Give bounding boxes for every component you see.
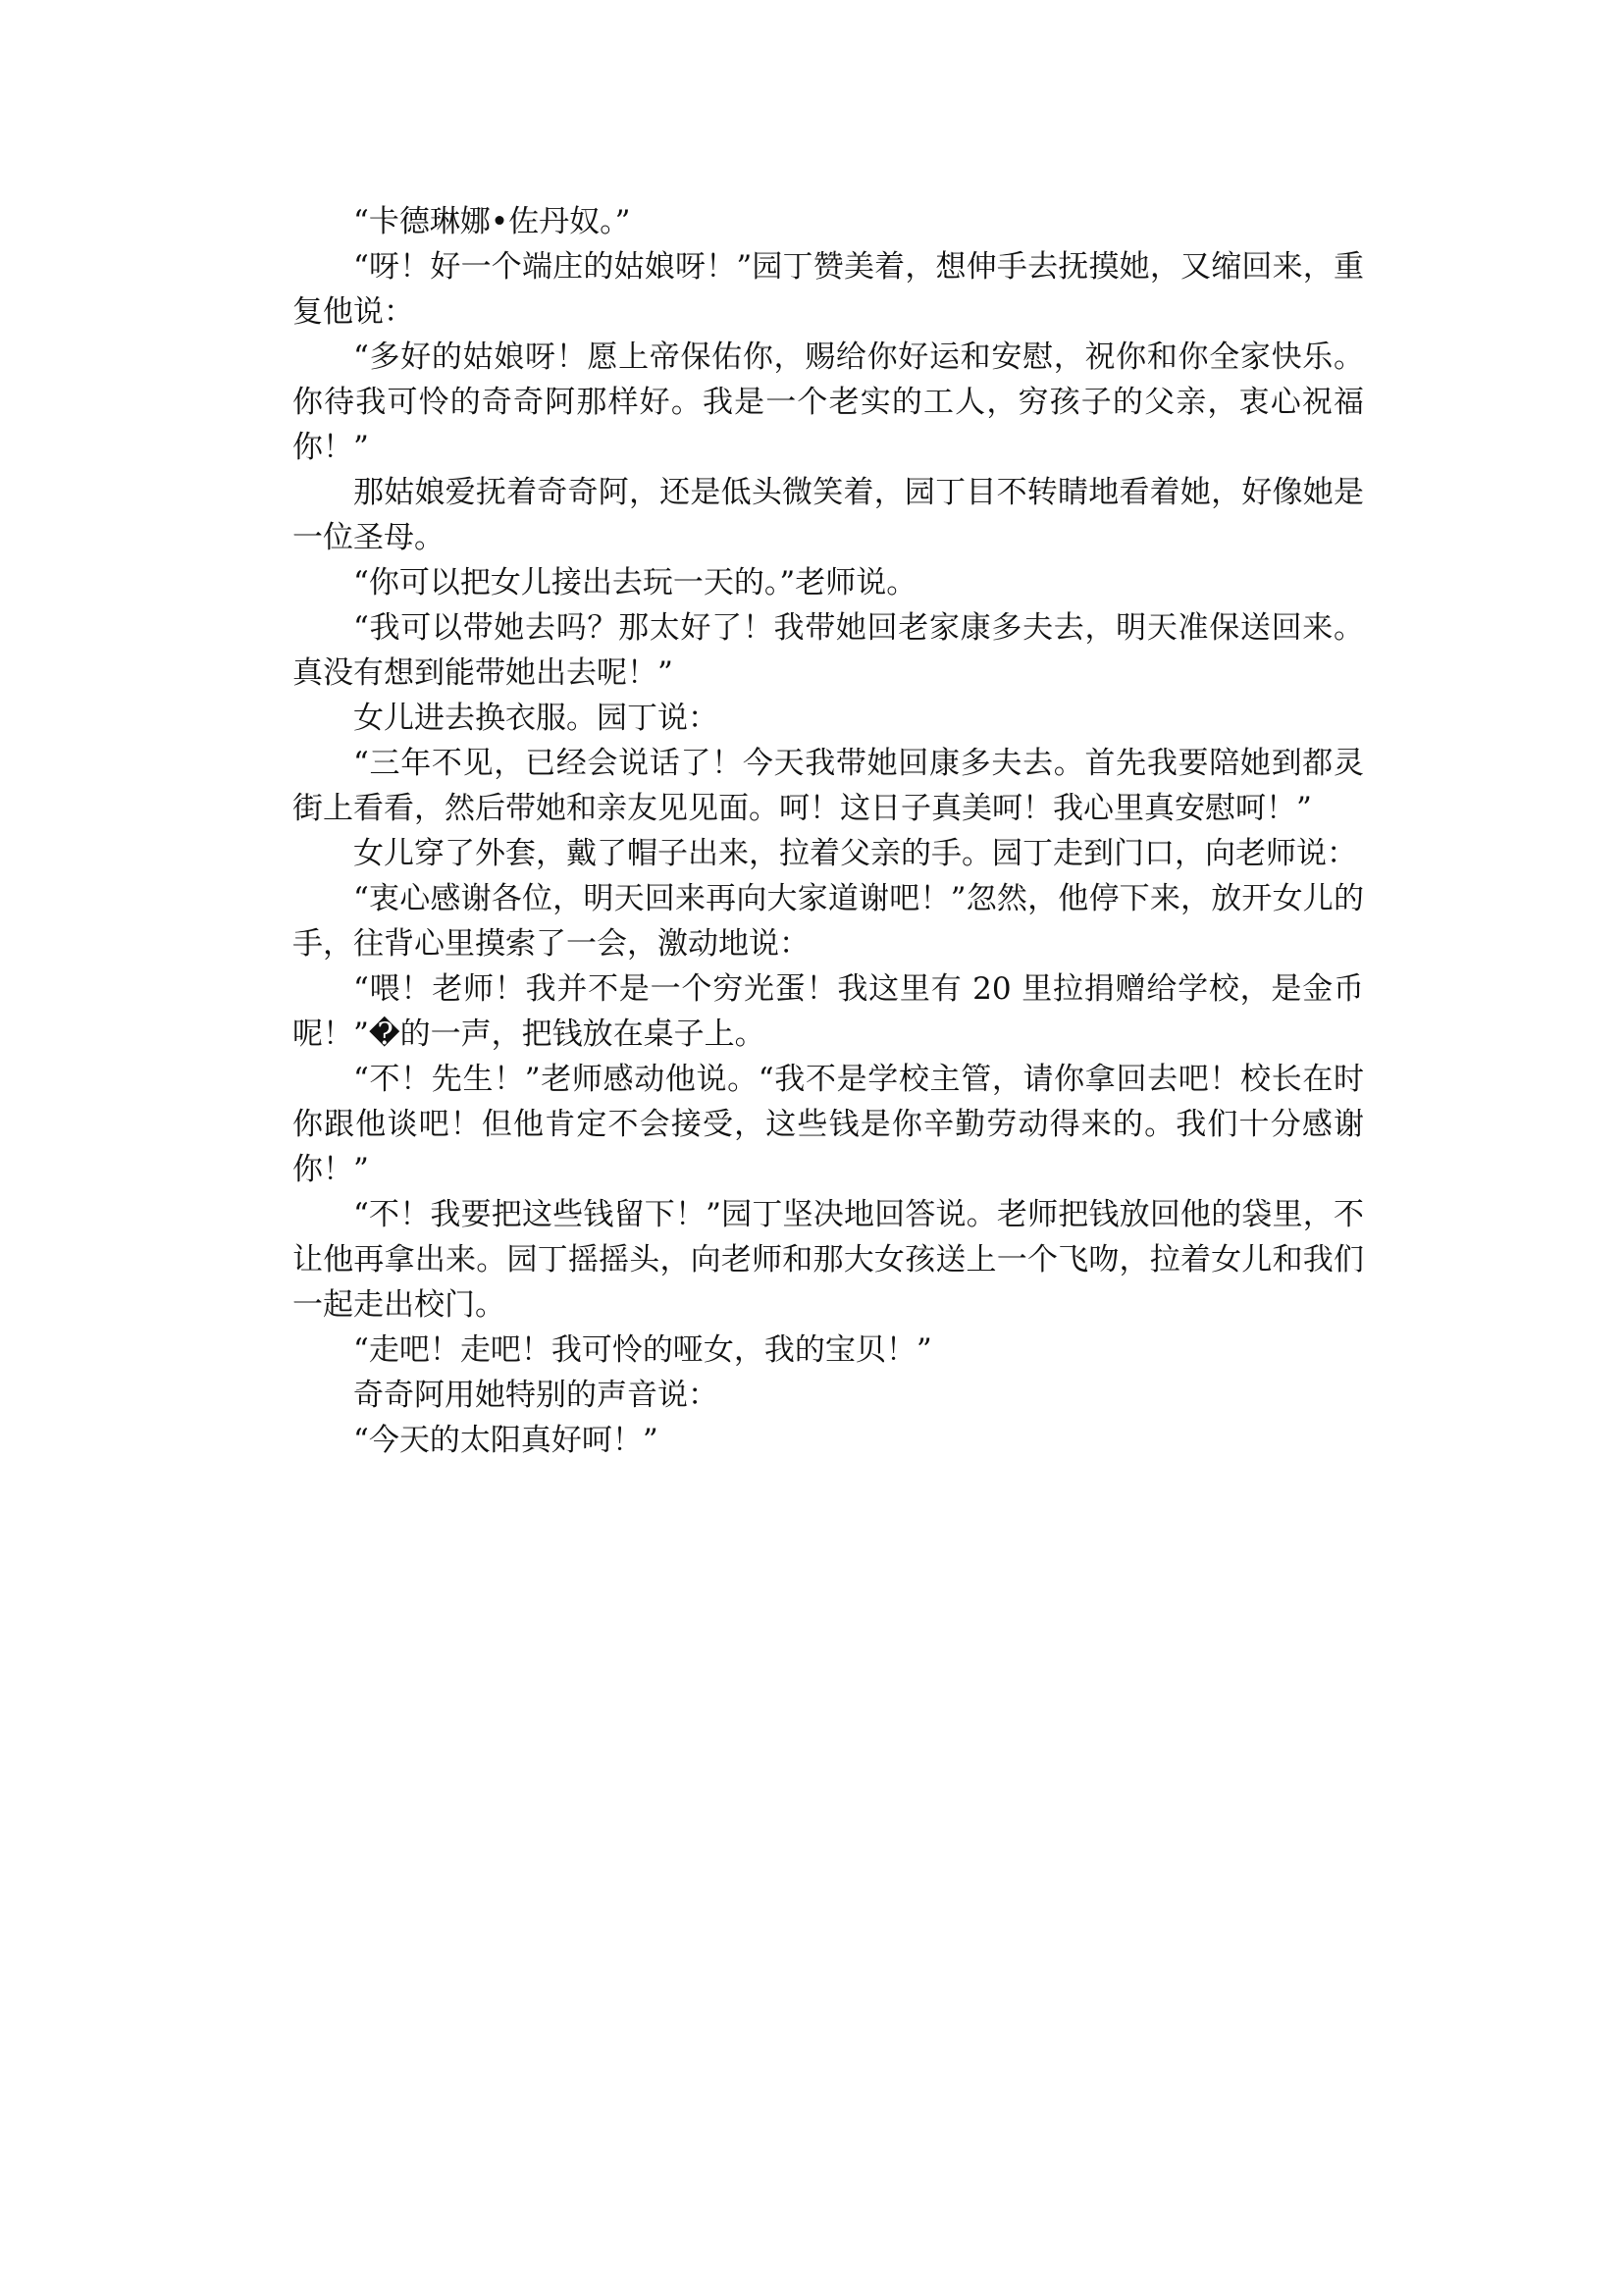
- paragraph: “喂！老师！我并不是一个穷光蛋！我这里有 20 里拉捐赠给学校，是金币呢！”�的一声，把钱放在桌子上。: [292, 971, 1364, 1052]
- paragraph: 奇奇阿用她特别的声音说：: [353, 1378, 718, 1413]
- paragraph: “呀！好一个端庄的姑娘呀！”园丁赞美着，想伸手去抚摸她，又缩回来，重复他说：: [292, 249, 1364, 330]
- body-text: [292, 199, 1364, 1463]
- paragraph: 那姑娘爱抚着奇奇阿，还是低头微笑着，园丁目不转睛地看着她，好像她是一位圣母。: [292, 475, 1364, 555]
- paragraph: “三年不见，已经会说话了！今天我带她回康多夫去。首先我要陪她到都灵街上看看，然后带她和亲友见见面。呵！这日子真美呵！我心里真安慰呵！”: [292, 746, 1364, 826]
- paragraph: 女儿进去换衣服。园丁说：: [353, 701, 718, 736]
- paragraph: “今天的太阳真好呵！”: [353, 1423, 658, 1458]
- paragraph: “衷心感谢各位，明天回来再向大家道谢吧！”忽然，他停下来，放开女儿的手，往背心里摸索了一会，激动地说：: [292, 881, 1364, 962]
- paragraph: “不！我要把这些钱留下！”园丁坚决地回答说。老师把钱放回他的袋里，不让他再拿出来。园丁摇摇头，向老师和那大女孩送上一个飞吻，拉着女儿和我们一起走出校门。: [292, 1197, 1364, 1323]
- paragraph: “不！先生！”老师感动他说。“我不是学校主管，请你拿回去吧！校长在时你跟他谈吧！但他肯定不会接受，这些钱是你辛勤劳动得来的。我们十分感谢你！”: [292, 1062, 1364, 1187]
- paragraph: 女儿穿了外套，戴了帽子出来，拉着父亲的手。园丁走到门口，向老师说：: [353, 836, 1357, 871]
- paragraph: “走吧！走吧！我可怜的哑女，我的宝贝！”: [353, 1332, 932, 1368]
- paragraph: “卡德琳娜•佐丹奴。”: [353, 204, 631, 239]
- paragraph: “我可以带她去吗？那太好了！我带她回老家康多夫去，明天准保送回来。真没有想到能带她出去呢！”: [292, 610, 1364, 691]
- paragraph: “多好的姑娘呀！愿上帝保佑你，赐给你好运和安慰，祝你和你全家快乐。你待我可怜的奇奇阿那样好。我是一个老实的工人，穷孩子的父亲，衷心祝福你！”: [292, 339, 1364, 465]
- paragraph: “你可以把女儿接出去玩一天的。”老师说。: [353, 565, 917, 600]
